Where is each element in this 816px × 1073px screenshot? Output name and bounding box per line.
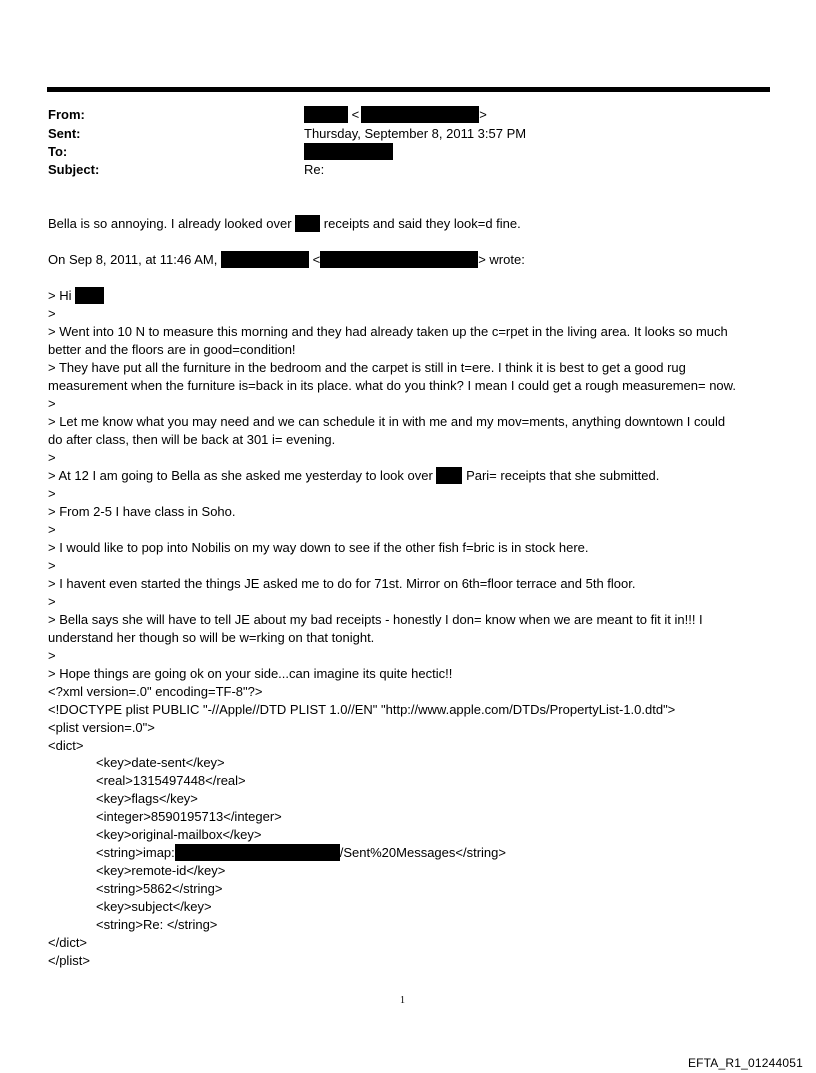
plist-line: <string>5862</string> <box>96 881 223 896</box>
quote-line: > They have put all the furniture in the bedroom and the carpet is still in t=ere. I think it is best to get a good rug <box>48 360 686 375</box>
from-label: From: <box>48 107 85 122</box>
plist-line: <key>remote-id</key> <box>96 863 226 878</box>
plist-line: <string>Re: </string> <box>96 917 218 932</box>
to-value <box>304 143 393 161</box>
to-label: To: <box>48 144 68 159</box>
from-row <box>48 106 487 124</box>
plist-line: <integer>8590195713</integer> <box>96 809 282 824</box>
quote-line <box>48 287 104 305</box>
quote-header-line <box>48 251 525 269</box>
plist-line <box>96 844 506 862</box>
sent-value: Thursday, September 8, 2011 3:57 PM <box>304 126 527 141</box>
redaction-box <box>75 287 104 304</box>
plist-line: <key>date-sent</key> <box>96 755 225 770</box>
redaction-box <box>295 215 320 232</box>
from-value <box>304 106 487 124</box>
reply-text-2: receipts and said they look=d fine. <box>323 216 521 231</box>
plist-line: <real>1315497448</real> <box>96 773 246 788</box>
redaction-box <box>221 251 309 268</box>
redaction-box <box>304 143 393 160</box>
plist-text: /Sent%20Messages</string> <box>339 845 506 860</box>
reply-text-1: Bella is so annoying. I already looked over <box>48 216 292 231</box>
plist-line: <?xml version=.0" encoding=TF-8"?> <box>48 684 263 699</box>
to-row <box>48 143 67 161</box>
quote-line: > <box>48 558 56 573</box>
document-id: EFTA_R1_01244051 <box>687 1056 803 1070</box>
header-rule <box>47 87 770 92</box>
redaction-box <box>320 251 478 268</box>
quote-line: better and the floors are in good=condition! <box>48 342 296 357</box>
subject-row <box>48 161 325 179</box>
page-number: 1 <box>400 995 405 1006</box>
plist-line: <key>flags</key> <box>96 791 198 806</box>
quote-line: > <box>48 450 56 465</box>
plist-line: </plist> <box>48 953 90 968</box>
quote-line: > <box>48 648 56 663</box>
plist-line: <!DOCTYPE plist PUBLIC "-//Apple//DTD PLIST 1.0//EN" "http://www.apple.com/DTDs/PropertyList-1.0.dtd"> <box>48 702 676 717</box>
quote-line: > <box>48 486 56 501</box>
quote-line: > <box>48 306 56 321</box>
quote-line: > Let me know what you may need and we can schedule it in with me and my mov=ments, anything downtown I could <box>48 414 726 429</box>
redaction-box <box>304 106 348 123</box>
subject-value: Re: <box>304 162 325 177</box>
plist-line: <key>original-mailbox</key> <box>96 827 262 842</box>
quote-line: > Went into 10 N to measure this morning and they had already taken up the c=rpet in the living area. It looks so much <box>48 324 728 339</box>
plist-line: <dict> <box>48 738 84 753</box>
from-lt: < <box>351 107 360 122</box>
reply-line <box>48 215 521 233</box>
quote-line: > <box>48 594 56 609</box>
quote-text: > At 12 I am going to Bella as she asked me yesterday to look over <box>48 468 433 483</box>
quote-line: do after class, then will be back at 301 i= evening. <box>48 432 336 447</box>
redaction-box <box>436 467 462 484</box>
quote-header-wrote: > wrote: <box>478 252 525 267</box>
quote-line <box>48 467 659 485</box>
plist-line: <key>subject</key> <box>96 899 212 914</box>
sent-row <box>48 125 527 143</box>
quote-line: > <box>48 522 56 537</box>
quote-line: > I havent even started the things JE asked me to do for 71st. Mirror on 6th=floor terrace and 5th floor. <box>48 576 636 591</box>
quote-line: > Bella says she will have to tell JE about my bad receipts - honestly I don= know when we are meant to fit it in!!! I <box>48 612 703 627</box>
plist-line: </dict> <box>48 935 88 950</box>
quote-text: Pari= receipts that she submitted. <box>466 468 660 483</box>
sent-label: Sent: <box>48 126 81 141</box>
quote-hi: > Hi <box>48 288 72 303</box>
plist-text: <string>imap: <box>96 845 175 860</box>
subject-label: Subject: <box>48 162 100 177</box>
quote-line: > I would like to pop into Nobilis on my way down to see if the other fish f=bric is in stock here. <box>48 540 589 555</box>
quote-header-lt: < <box>312 252 321 267</box>
quote-header-text: On Sep 8, 2011, at 11:46 AM, <box>48 252 218 267</box>
quote-line: > Hope things are going ok on your side...can imagine its quite hectic!! <box>48 666 453 681</box>
quote-line: measurement when the furniture is=back in its place. what do you think? I mean I could get a rough measuremen= now. <box>48 378 736 393</box>
redaction-box <box>175 844 340 861</box>
quote-line: > From 2-5 I have class in Soho. <box>48 504 236 519</box>
quote-line: > <box>48 396 56 411</box>
redaction-box <box>361 106 479 123</box>
quote-line: understand her though so will be w=rking on that tonight. <box>48 630 375 645</box>
from-gt: > <box>479 107 487 122</box>
plist-line: <plist version=.0"> <box>48 720 155 735</box>
